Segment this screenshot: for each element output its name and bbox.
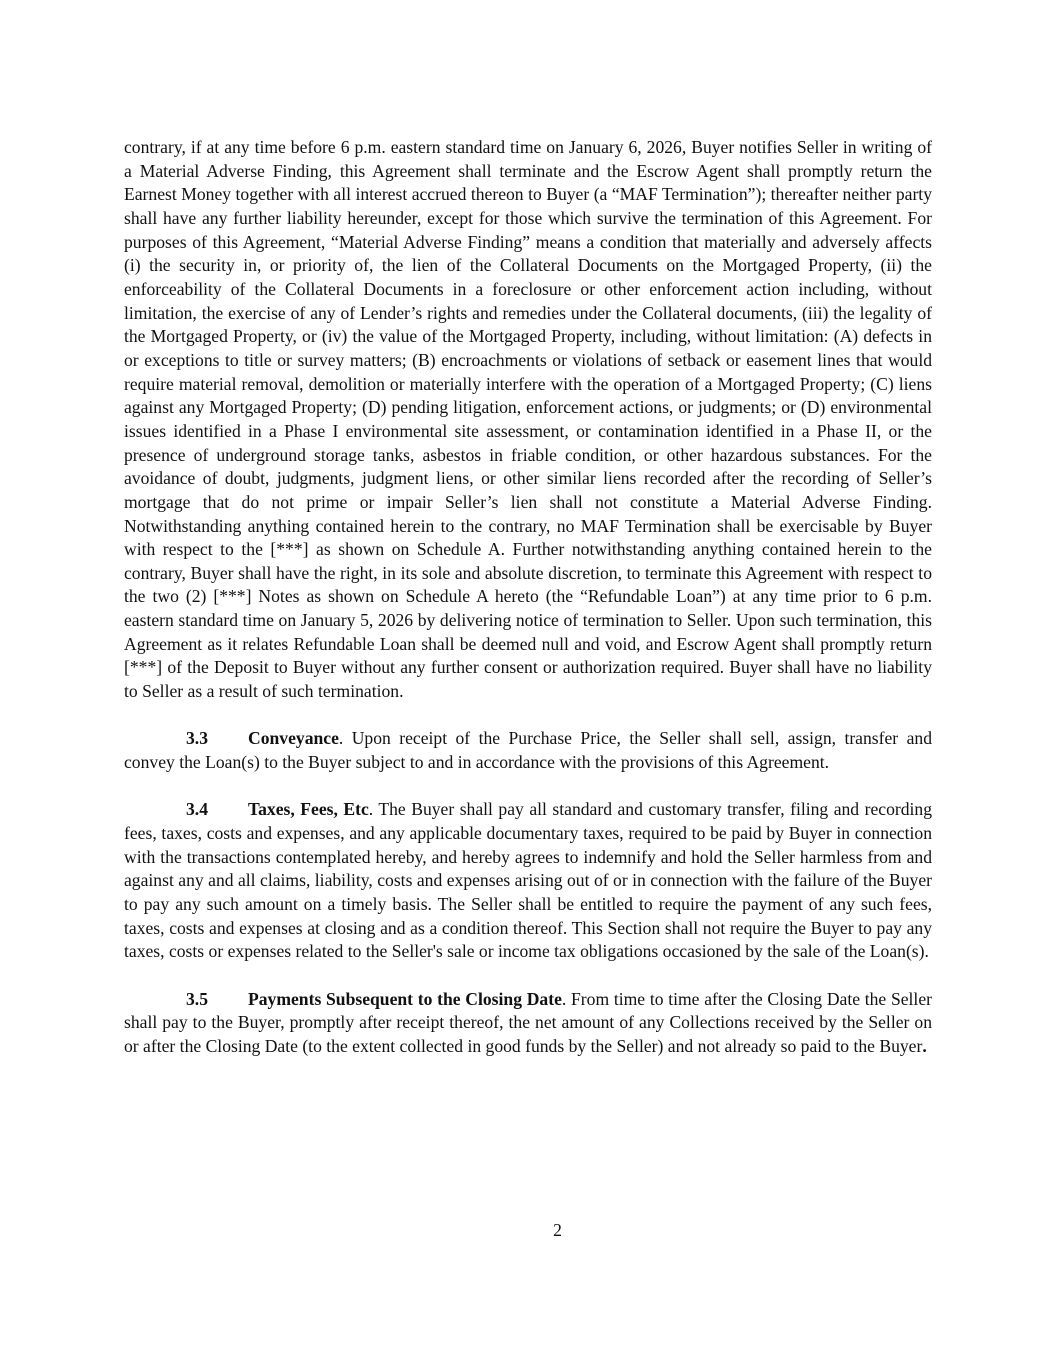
section-3-3 — [124, 727, 932, 774]
section-body: . From time to time after the Closing Date the Seller shall pay to the Buyer, promptly after receipt thereof, the net amount of any Collections received by the Seller on or after the Closing Date (to the extent collected in good funds by the Seller) and not already so paid to the Buyer — [124, 988, 932, 1056]
section-number: 3.5 — [186, 988, 208, 1009]
section-trailing-period: . — [922, 1035, 927, 1056]
section-title: Taxes, Fees, Etc — [248, 799, 369, 820]
document-page — [124, 136, 932, 1059]
section-3-4 — [124, 798, 932, 964]
section-3-5 — [124, 988, 932, 1059]
section-title: Payments Subsequent to the Closing Date — [248, 988, 562, 1009]
page-number: 2 — [553, 1220, 562, 1240]
section-body: . Upon receipt of the Purchase Price, the Seller shall sell, assign, transfer and convey the Loan(s) to the Buyer subject to and in accordance with the provisions of this Agreement. — [124, 728, 932, 773]
section-number: 3.3 — [186, 728, 208, 749]
section-body: . The Buyer shall pay all standard and customary transfer, filing and recording fees, taxes, costs and expenses, and any applicable documentary taxes, required to be paid by Buyer in connection with the transactions contemplated hereby, and hereby agrees to indemnify and hold the Seller harmless from and against any and all claims, liability, costs and expenses arising out of or in connection with the failure of the Buyer to pay any such amount on a timely basis. The Seller shall be entitled to require the payment of any such fees, taxes, costs and expenses at closing and as a condition thereof. This Section shall not require the Buyer to pay any taxes, costs or expenses related to the Seller's sale or income tax obligations occasioned by the sale of the Loan(s). — [124, 799, 933, 962]
continuation-paragraph: contrary, if at any time before 6 p.m. eastern standard time on January 6, 2026, Buyer notifies Seller in writing of a Material Adverse Finding, this Agreement shall terminate and the Escrow Agent shall promptly return the Earnest Money together with all interest accrued thereon to Buyer (a “MAF Termination”); thereafter neither party shall have any further liability hereunder, except for those which survive the termination of this Agreement. For purposes of this Agreement, “Material Adverse Finding” means a condition that materially and adversely affects (i) the security in, or priority of, the lien of the Collateral Documents on the Mortgaged Property, (ii) the enforceability of the Collateral Documents in a foreclosure or other enforcement action including, without limitation, the exercise of any of Lender’s rights and remedies under the Collateral documents, (iii) the legality of the Mortgaged Property, or (iv) the value of the Mortgaged Property, including, without limitation: (A) defects in or exceptions to title or survey matters; (B) encroachments or violations of setback or easement lines that would require material removal, demolition or materially interfere with the operation of a Mortgaged Property; (C) liens against any Mortgaged Property; (D) pending litigation, enforcement actions, or judgments; or (D) environmental issues identified in a Phase I environmental site assessment, or contamination identified in a Phase II, or the presence of underground storage tanks, asbestos in friable condition, or other hazardous substances. For the avoidance of doubt, judgments, judgment liens, or other similar liens recorded after the recording of Seller’s mortgage that do not prime or impair Seller’s lien shall not constitute a Material Adverse Finding. Notwithstanding anything contained herein to the contrary, no MAF Termination shall be exercisable by Buyer with respect to the [***] as shown on Schedule A. Further notwithstanding anything contained herein to the contrary, Buyer shall have the right, in its sole and absolute discretion, to terminate this Agreement with respect to the two (2) [***] Notes as shown on Schedule A hereto (the “Refundable Loan”) at any time prior to 6 p.m. eastern standard time on January 5, 2026 by delivering notice of termination to Seller. Upon such termination, this Agreement as it relates Refundable Loan shall be deemed null and void, and Escrow Agent shall promptly return [***] of the Deposit to Buyer without any further consent or authorization required. Buyer shall have no liability to Seller as a result of such termination. — [124, 137, 932, 702]
section-title: Conveyance — [248, 728, 339, 749]
section-number: 3.4 — [186, 799, 208, 820]
